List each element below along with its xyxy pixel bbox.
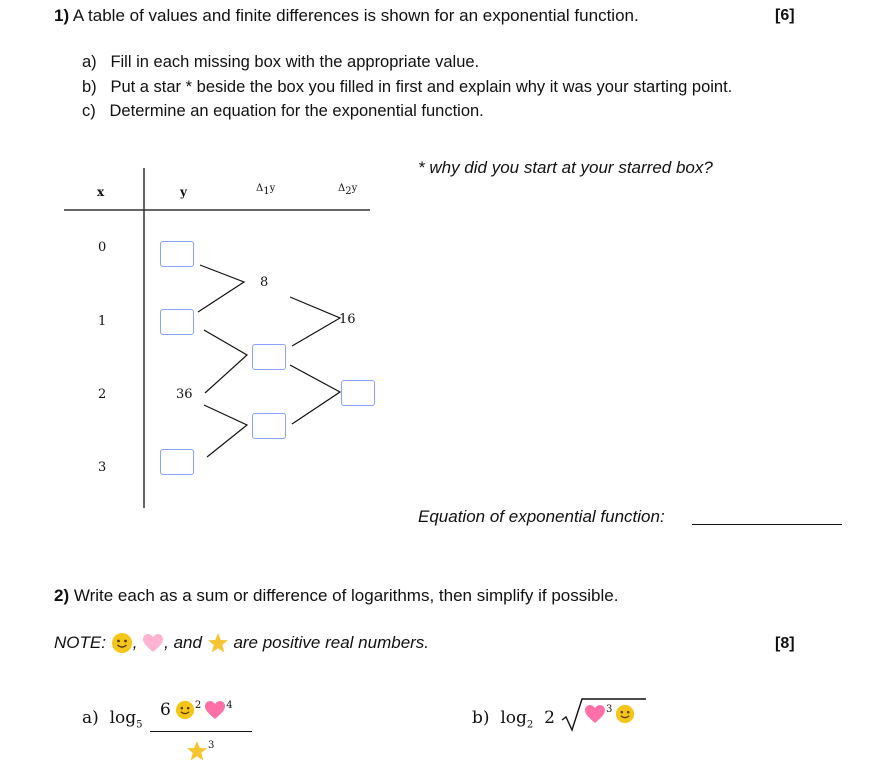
y2-value: 36: [176, 387, 193, 402]
q1-marks: [6]: [775, 7, 795, 24]
q2b-log: log: [500, 708, 527, 728]
q1-part-c-text: Determine an equation for the exponential function.: [109, 102, 484, 120]
q1-number: 1): [54, 6, 70, 25]
d1-answer-box-1[interactable]: [252, 344, 286, 370]
header-delta1-sub: 1: [263, 186, 270, 197]
q2a-numerator: [160, 700, 233, 720]
q2a-label-text: a): [82, 708, 99, 728]
q2a-base: 5: [136, 719, 143, 731]
q2a-log: log: [109, 708, 137, 728]
d2-value-0: 16: [339, 312, 356, 327]
note-end: are positive real numbers.: [233, 633, 430, 652]
header-delta2-symbol: Δ: [338, 183, 346, 194]
x-value-0: 0: [98, 240, 107, 255]
q2b-coef: 2: [544, 708, 555, 728]
q2a-fraction-bar: [150, 731, 252, 732]
header-y: y: [180, 185, 187, 199]
q2b-base: 2: [526, 719, 534, 731]
note-label: NOTE:: [54, 633, 106, 652]
q2b-label: [472, 708, 555, 730]
q2a-exp-smile: 2: [194, 700, 202, 711]
q2b-exp-heart: 3: [606, 704, 613, 715]
smiley-icon: [615, 704, 635, 724]
q2-note: [54, 632, 429, 654]
q2b-radicand: [584, 704, 635, 724]
q1-title-text: A table of values and finite differences is shown for an exponential function.: [72, 6, 639, 25]
connector-y2-y3: [204, 405, 247, 457]
q2-number: 2): [54, 586, 70, 605]
connector-y0-y1: [198, 265, 244, 312]
q2b-label-text: b): [472, 708, 490, 728]
star-icon: [207, 632, 229, 654]
q2a-label: [82, 708, 143, 730]
q2-marks: [8]: [775, 635, 795, 652]
header-x: x: [97, 185, 105, 199]
header-delta2: [338, 183, 357, 197]
q2a-exp-star: 3: [208, 740, 215, 751]
header-delta1: [256, 183, 275, 197]
q1-part-a-text: Fill in each missing box with the appropriate value.: [110, 53, 480, 71]
q1-part-a-label: a): [82, 53, 97, 71]
x-value-2: 2: [98, 387, 107, 402]
header-delta1-var: y: [269, 183, 276, 194]
d2-answer-box-1[interactable]: [341, 380, 375, 406]
smiley-icon: [111, 632, 133, 654]
q2a-exp-heart: 4: [226, 700, 233, 711]
note-and: , and: [164, 633, 202, 652]
connector-d1b-d1c: [290, 365, 340, 424]
star-icon: [186, 740, 208, 762]
equation-answer-line[interactable]: [692, 524, 842, 525]
smiley-icon: [175, 700, 195, 720]
connector-d1a-d1b: [290, 297, 340, 346]
note-comma: ,: [132, 633, 138, 652]
y0-answer-box[interactable]: [160, 241, 194, 267]
d1-answer-box-2[interactable]: [252, 413, 286, 439]
q2-title-text: Write each as a sum or difference of logarithms, then simplify if possible.: [73, 586, 619, 605]
connector-y1-y2: [204, 330, 247, 393]
y3-answer-box[interactable]: [160, 449, 194, 475]
equation-prompt: Equation of exponential function:: [418, 507, 665, 526]
heart-icon: [584, 704, 606, 724]
heart-icon: [204, 700, 226, 720]
q1-part-c-label: c): [82, 102, 96, 120]
x-value-3: 3: [98, 460, 107, 475]
why-prompt: * why did you start at your starred box?: [418, 158, 713, 177]
q2a-coef: 6: [160, 700, 171, 720]
d1-value-0: 8: [260, 275, 269, 290]
q2-title: [54, 586, 618, 606]
header-delta1-symbol: Δ: [256, 183, 264, 194]
q1-part-b-label: b): [82, 78, 97, 96]
x-value-1: 1: [98, 314, 107, 329]
heart-icon: [142, 633, 164, 653]
q2a-denominator: [186, 740, 214, 762]
q1-part-b-text: Put a star * beside the box you filled in first and explain why it was your starting point.: [110, 78, 733, 96]
header-delta2-var: y: [351, 183, 358, 194]
y1-answer-box[interactable]: [160, 309, 194, 335]
header-delta2-sub: 2: [345, 186, 352, 197]
